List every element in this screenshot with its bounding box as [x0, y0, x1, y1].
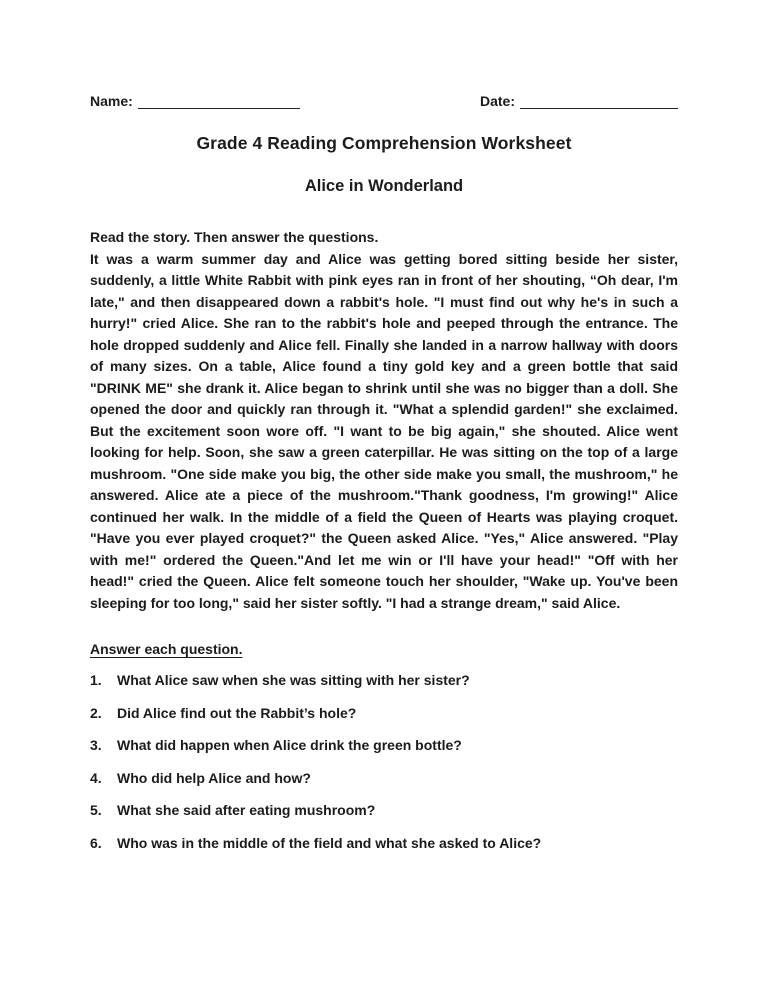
question-number: 5. — [90, 802, 102, 818]
question-row-5 — [90, 800, 678, 822]
question-number: 2. — [90, 704, 102, 721]
name-blank-line — [138, 94, 300, 109]
question-text: Who was in the middle of the field and what she asked to Alice? — [117, 834, 542, 851]
questions-list — [90, 670, 678, 854]
page-subtitle: Alice in Wonderland — [304, 177, 464, 195]
question-row-2 — [90, 703, 678, 725]
question-number: 3. — [90, 737, 102, 753]
question-text: What did happen when Alice drink the green bottle? — [117, 737, 462, 753]
question-number: 6. — [90, 834, 102, 851]
question-row-3 — [90, 735, 678, 757]
name-label: Name: — [90, 93, 133, 109]
date-label: Date: — [479, 93, 515, 109]
question-text: What Alice saw when she was sitting with her sister? — [117, 672, 470, 688]
story-paragraph: It was a warm summer day and Alice was getting bored sitting beside her sister, suddenly, a little White Rabbit with pink eyes ran in front of her shouting, “Oh dear, I'm late," and then disappeared down a rabbit's hole. "I must find out why he's in such a hurry!" cried Alice. She ran to the rabbit's hole and peeped through the entrance. The hole dropped suddenly and Alice fell. Finally she landed in a narrow hallway with doors of many sizes. On a table, Alice found a tiny gold key and a green bottle that said "DRINK ME" she drank it. Alice began to shrink until she was no bigger than a doll. She opened the door and quickly ran through it. "What a splendid garden!" she exclaimed. But the excitement soon wore off. "I want to be big again," she shouted. Alice went looking for help. Soon, she saw a green caterpillar. He was sitting on the top of a large mushroom. "One side make you big, the other side make you small, the mushroom," he answered. Alice ate a piece of the mushroom."Thank goodness, I'm growing!" Alice continued her walk. In the middle of a field the Queen of Hearts was playing croquet. "Have you ever played croquet?" the Queen asked Alice. "Yes," Alice answered. "Play with me!" ordered the Queen."And let me win or I'll have your head!" "Off with her head!" cried the Queen. Alice felt someone touch her shoulder, "Wake up. You've been sleeping for too long," said her sister softly. "I had a strange dream," said Alice. — [90, 250, 678, 611]
question-text: Who did help Alice and how? — [117, 769, 311, 786]
question-row-4 — [90, 768, 678, 790]
question-text: Did Alice find out the Rabbit’s hole? — [117, 704, 357, 721]
questions-heading: Answer each question. — [90, 641, 243, 657]
question-number: 1. — [90, 672, 102, 688]
date-field-group — [480, 93, 678, 109]
question-row-6 — [90, 833, 678, 855]
name-date-row — [90, 93, 678, 109]
question-row-1 — [90, 670, 678, 692]
date-blank-line — [520, 94, 678, 109]
name-field-group — [90, 93, 300, 109]
question-number: 4. — [90, 769, 102, 786]
question-text: What she said after eating mushroom? — [117, 802, 376, 818]
page-title: Grade 4 Reading Comprehension Worksheet — [196, 133, 572, 153]
instruction-line: Read the story. Then answer the questions. — [90, 229, 379, 245]
